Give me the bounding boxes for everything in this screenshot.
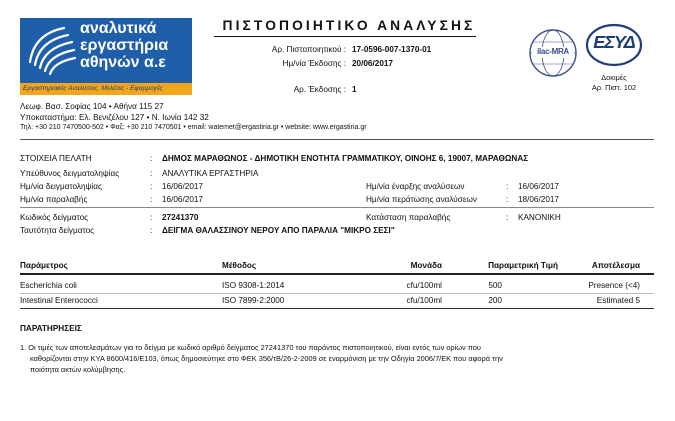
- address-line-2: Υποκαταστήμα: Ελ. Βενιζέλου 127 • Ν. Ιωνία 142 32: [20, 113, 209, 122]
- table-row-rule: [20, 293, 654, 294]
- colon: :: [150, 169, 153, 178]
- issue-number: 1: [352, 85, 357, 94]
- analysis-start-date: 16/06/2017: [518, 182, 559, 191]
- header-unit: Μονάδα: [410, 261, 442, 270]
- analysis-end-date: 18/06/2017: [518, 195, 559, 204]
- row-2-parameter: Intestinal Enterococci: [20, 296, 98, 305]
- colon: :: [150, 226, 153, 235]
- row-1-unit: cfu/100ml: [406, 281, 442, 290]
- row-2-method: ISO 7899-2:2000: [222, 296, 285, 305]
- colon: :: [506, 182, 509, 191]
- colon: :: [506, 213, 509, 222]
- colon: :: [150, 154, 153, 163]
- row-1-result: Presence (<4): [588, 281, 640, 290]
- sampling-responsible: ΑΝΑΛΥΤΙΚΑ ΕΡΓΑΣΤΗΡΙΑ: [162, 169, 259, 178]
- table-bottom-rule: [20, 308, 654, 309]
- remarks-line-2: καθορίζονται στην ΚΥΑ 8600/416/Ε103, όπως δημοσιεύτηκε στο ΦΕΚ 356/τΒ/26-2-2009 σε εναρμόνιση με την Οδηγία 2006/7/ΕΚ που αφορά την: [30, 354, 503, 363]
- issue-date: 20/06/2017: [352, 59, 393, 68]
- ilac-mra-logo: [528, 28, 578, 78]
- row-1-method: ISO 9308-1:2014: [222, 281, 285, 290]
- header-parameter: Παράμετρος: [20, 261, 68, 270]
- accreditation-number: Αρ. Πιστ. 102: [591, 83, 637, 92]
- esyd-logo: [584, 22, 644, 68]
- colon: :: [150, 213, 153, 222]
- cert-number-label: Αρ. Πιστοποιητικού :: [271, 45, 346, 54]
- client-label: ΣΤΟΙΧΕΙΑ ΠΕΛΑΤΗ: [20, 154, 92, 163]
- header-parametric-value: Παραμετρική Τιμή: [488, 261, 558, 270]
- sampling-date-label: Ημ/νία δειγματοληψίας: [20, 182, 102, 191]
- sample-identity: ΔΕΙΓΜΑ ΘΑΛΑΣΣΙΝΟΥ ΝΕΡΟΥ ΑΠΟ ΠΑΡΑΛΙΑ "ΜΙΚΡΟ ΣΕΣΙ": [162, 226, 395, 235]
- header-method: Μέθοδος: [222, 261, 257, 270]
- header-result: Αποτέλεσμα: [591, 261, 640, 270]
- colon: :: [150, 195, 153, 204]
- divider: [20, 139, 654, 140]
- address-line-1: Λεωφ. Βασ. Σοφίας 104 • Αθήνα 115 27: [20, 102, 164, 111]
- row-1-parameter: Escherichia coli: [20, 281, 77, 290]
- logo-text: [80, 20, 168, 71]
- remarks-title: ΠΑΡΑΤΗΡΗΣΕΙΣ: [20, 324, 82, 333]
- logo-line-2: εργαστήρια: [80, 37, 169, 54]
- esyd-text: ΕΣΥΔ: [593, 32, 635, 52]
- divider: [20, 207, 654, 208]
- document-title: ΠΙΣΤΟΠΟΙΗΤΙΚΟ ΑΝΑΛΥΣΗΣ: [222, 18, 476, 33]
- row-1-parametric-value: 500: [488, 281, 502, 290]
- colon: :: [506, 195, 509, 204]
- sample-code: 27241370: [162, 213, 199, 222]
- sample-code-label: Κωδικός δείγματος: [20, 213, 89, 222]
- receipt-date: 16/06/2017: [162, 195, 203, 204]
- receipt-status: ΚΑΝΟΝΙΚΗ: [518, 213, 561, 222]
- row-2-unit: cfu/100ml: [406, 296, 442, 305]
- ilac-mra-text: ilac-MRA: [537, 47, 569, 56]
- row-2-result: Estimated 5: [596, 296, 640, 305]
- receipt-status-label: Κατάσταση παραλαβής: [366, 213, 451, 222]
- colon: :: [150, 182, 153, 191]
- logo-line-1: αναλυτικά: [80, 20, 157, 37]
- cert-number: 17-0596-007-1370-01: [352, 45, 432, 54]
- receipt-date-label: Ημ/νία παραλαβής: [20, 195, 88, 204]
- analysis-start-label: Ημ/νία έναρξης αναλύσεων: [366, 182, 465, 191]
- results-table: [20, 258, 654, 273]
- company-logo: [20, 18, 192, 95]
- sampling-responsible-label: Υπεύθυνος δειγματοληψίας: [20, 169, 120, 178]
- logo-wave-icon: [24, 22, 78, 80]
- remarks-line-1: 1. Οι τιμές των αποτελεσμάτων για το δείγμα με κωδικό αριθμό δείγματος 27241370 του παρόντος πιστοποιητικού, είναι εντός των ορίων που: [20, 343, 481, 352]
- contact-line: Τηλ: +30 210 7470500-502 • Φαξ: +30 210 7470501 • email: watemet@ergastiria.gr • website: www.ergastiria.gr: [20, 124, 367, 131]
- logo-tagline: Εργαστηριακές Αναλύσεις, Μελέτες - Εφαρμογές: [20, 83, 192, 95]
- logo-line-3: αθηνών α.ε: [80, 54, 166, 71]
- sample-identity-label: Ταυτότητα δείγματος: [20, 226, 95, 235]
- remarks-line-3: ποιότητα ακτών κολύμβησης.: [30, 365, 126, 374]
- tests-label: Δοκιμές: [601, 73, 627, 82]
- analysis-end-label: Ημ/νία περάτωσης αναλύσεων: [366, 195, 477, 204]
- title-underline: [214, 36, 476, 37]
- issue-number-label: Αρ. Έκδοσης :: [293, 85, 346, 94]
- sampling-date: 16/06/2017: [162, 182, 203, 191]
- table-header-rule: [20, 273, 654, 275]
- client-value: ΔΗΜΟΣ ΜΑΡΑΘΩΝΟΣ - ΔΗΜΟΤΙΚΗ ΕΝΟΤΗΤΑ ΓΡΑΜΜΑΤΙΚΟΥ, ΟΙΝΟΗΣ 6, 19007, ΜΑΡΑΘΩΝΑΣ: [162, 154, 529, 163]
- results-header-row: [20, 258, 654, 273]
- issue-date-label: Ημ/νία Έκδοσης :: [282, 59, 346, 68]
- row-2-parametric-value: 200: [488, 296, 502, 305]
